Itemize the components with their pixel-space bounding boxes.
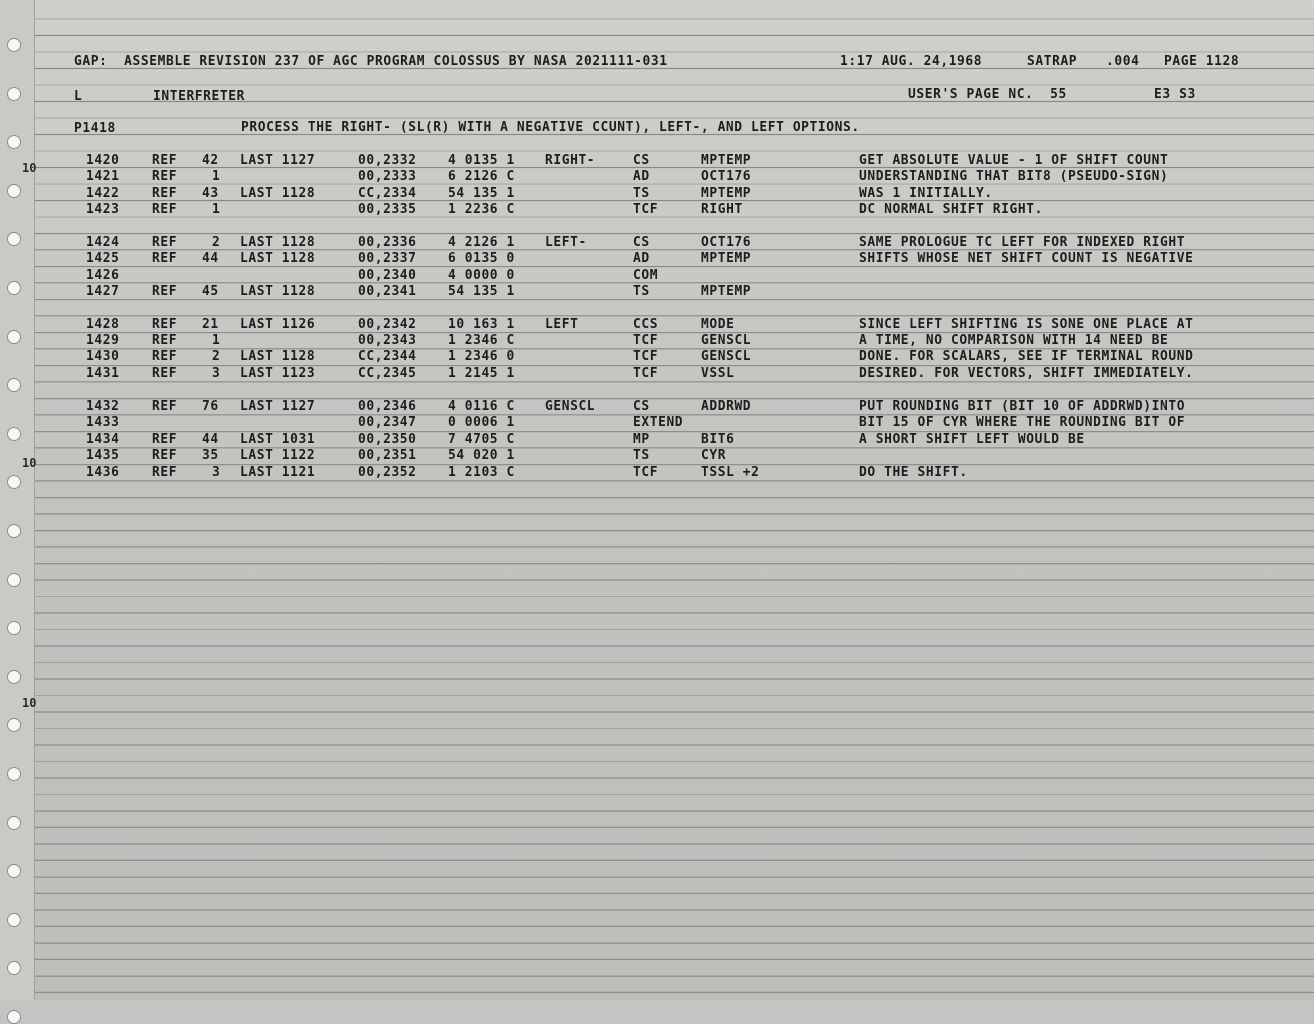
opcode: TCF (633, 366, 659, 381)
line-number: 1420 (86, 153, 120, 168)
comment: SAME PROLOGUE TC LEFT FOR INDEXED RIGHT (859, 235, 1186, 250)
octal-code: 1 2236 C (448, 202, 515, 217)
ref-count: 35 (202, 448, 219, 463)
feed-hole (7, 913, 21, 927)
line-number: 1429 (86, 333, 120, 348)
address: 00,2335 (358, 202, 417, 217)
opcode: TCF (633, 333, 659, 348)
line-number: 1431 (86, 366, 120, 381)
operand: TSSL +2 (701, 465, 760, 480)
line-number: 1430 (86, 349, 120, 364)
ref-count: 76 (202, 399, 219, 414)
feed-hole (7, 184, 21, 198)
opcode: COM (633, 268, 659, 283)
opcode: AD (633, 169, 650, 184)
feed-hole (7, 1010, 21, 1024)
address: 00,2352 (358, 465, 417, 480)
opcode: MP (633, 432, 650, 447)
feed-hole (7, 573, 21, 587)
operand: MPTEMP (701, 153, 752, 168)
last-ref: LAST 1123 (240, 366, 316, 381)
opcode: CS (633, 399, 650, 414)
address: 00,2337 (358, 251, 417, 266)
last-ref: LAST 1128 (240, 284, 316, 299)
symbol-label: RIGHT- (545, 153, 596, 168)
last-ref: LAST 1128 (240, 235, 316, 250)
opcode: TS (633, 448, 650, 463)
octal-code: 6 2126 C (448, 169, 515, 184)
feed-hole (7, 816, 21, 830)
header-timestamp: 1:17 AUG. 24,1968 (840, 54, 983, 69)
comment: DO THE SHIFT. (859, 465, 968, 480)
margin-mark: 10 (22, 456, 37, 470)
ref-keyword: REF (152, 284, 178, 299)
ref-keyword: REF (152, 399, 178, 414)
feed-hole (7, 427, 21, 441)
feed-hole (7, 38, 21, 52)
ref-count: 44 (202, 251, 219, 266)
address: 00,2342 (358, 317, 417, 332)
ref-count: 3 (212, 465, 221, 480)
symbol-label: GENSCL (545, 399, 596, 414)
last-ref: LAST 1126 (240, 317, 316, 332)
address: 00,2351 (358, 448, 417, 463)
operand: MPTEMP (701, 186, 752, 201)
ref-keyword: REF (152, 333, 178, 348)
feed-hole (7, 670, 21, 684)
octal-code: 1 2103 C (448, 465, 515, 480)
ref-keyword: REF (152, 317, 178, 332)
octal-code: 54 135 1 (448, 284, 515, 299)
ref-count: 3 (212, 366, 221, 381)
operand: GENSCL (701, 333, 752, 348)
last-ref: LAST 1127 (240, 399, 316, 414)
operand: BIT6 (701, 432, 735, 447)
ref-keyword: REF (152, 202, 178, 217)
comment: WAS 1 INITIALLY. (859, 186, 993, 201)
octal-code: 54 020 1 (448, 448, 515, 463)
ref-count: 2 (212, 349, 221, 364)
sheet-code: E3 S3 (1154, 87, 1196, 102)
comment: A TIME, NO COMPARISON WITH 14 NEED BE (859, 333, 1169, 348)
opcode: TCF (633, 349, 659, 364)
octal-code: 1 2346 0 (448, 349, 515, 364)
octal-code: 4 2126 1 (448, 235, 515, 250)
line-number: 1434 (86, 432, 120, 447)
ref-keyword: REF (152, 349, 178, 364)
comment: DONE. FOR SCALARS, SEE IF TERMINAL ROUND (859, 349, 1194, 364)
octal-code: 6 0135 0 (448, 251, 515, 266)
line-number: 1436 (86, 465, 120, 480)
address: 00,2341 (358, 284, 417, 299)
ref-count: 1 (212, 333, 221, 348)
line-number: 1428 (86, 317, 120, 332)
operand: CYR (701, 448, 727, 463)
ref-count: 45 (202, 284, 219, 299)
address: 00,2347 (358, 415, 417, 430)
last-ref: LAST 1122 (240, 448, 316, 463)
operand: ADDRWD (701, 399, 752, 414)
header-system: SATRAP (1027, 54, 1078, 69)
last-ref: LAST 1128 (240, 186, 316, 201)
opcode: TS (633, 284, 650, 299)
operand: OCT176 (701, 235, 752, 250)
ref-keyword: REF (152, 169, 178, 184)
line-number: 1422 (86, 186, 120, 201)
comment: BIT 15 OF CYR WHERE THE ROUNDING BIT OF (859, 415, 1186, 430)
page-label: P1418 (74, 121, 116, 136)
line-number: 1421 (86, 169, 120, 184)
line-number: 1425 (86, 251, 120, 266)
ref-keyword: REF (152, 448, 178, 463)
octal-code: 7 4705 C (448, 432, 515, 447)
address: 00,2333 (358, 169, 417, 184)
symbol-label: LEFT- (545, 235, 587, 250)
address: 00,2336 (358, 235, 417, 250)
address: CC,2344 (358, 349, 417, 364)
octal-code: 4 0000 0 (448, 268, 515, 283)
margin-mark: 10 (22, 696, 37, 710)
margin-mark: 10 (22, 161, 37, 175)
last-ref: LAST 1121 (240, 465, 316, 480)
last-ref: LAST 1128 (240, 251, 316, 266)
line-number: 1426 (86, 268, 120, 283)
operand: RIGHT (701, 202, 743, 217)
ref-keyword: REF (152, 432, 178, 447)
opcode: CCS (633, 317, 659, 332)
comment: PUT ROUNDING BIT (BIT 10 OF ADDRWD)INTO (859, 399, 1186, 414)
users-page: USER'S PAGE NC. 55 (908, 87, 1067, 102)
octal-code: 1 2346 C (448, 333, 515, 348)
line-number: 1435 (86, 448, 120, 463)
address: 00,2346 (358, 399, 417, 414)
operand: MPTEMP (701, 284, 752, 299)
line-number: 1427 (86, 284, 120, 299)
opcode: AD (633, 251, 650, 266)
octal-code: 4 0135 1 (448, 153, 515, 168)
opcode: TS (633, 186, 650, 201)
opcode: TCF (633, 465, 659, 480)
last-ref: LAST 1031 (240, 432, 316, 447)
operand: GENSCL (701, 349, 752, 364)
comment: GET ABSOLUTE VALUE - 1 OF SHIFT COUNT (859, 153, 1169, 168)
ref-count: 44 (202, 432, 219, 447)
address: 00,2340 (358, 268, 417, 283)
octal-code: 4 0116 C (448, 399, 515, 414)
header-gap-line: GAP: ASSEMBLE REVISION 237 OF AGC PROGRAM COLOSSUS BY NASA 2021111-031 (74, 54, 668, 69)
octal-code: 54 135 1 (448, 186, 515, 201)
octal-code: 10 163 1 (448, 317, 515, 332)
ref-keyword: REF (152, 235, 178, 250)
ref-count: 1 (212, 202, 221, 217)
comment: SINCE LEFT SHIFTING IS SONE ONE PLACE AT (859, 317, 1194, 332)
line-number: 1432 (86, 399, 120, 414)
line-number: 1423 (86, 202, 120, 217)
address: CC,2334 (358, 186, 417, 201)
ref-keyword: REF (152, 186, 178, 201)
octal-code: 0 0006 1 (448, 415, 515, 430)
address: 00,2332 (358, 153, 417, 168)
feed-hole (7, 767, 21, 781)
section-name: INTERFRETER (153, 89, 245, 104)
tractor-feed-strip (0, 0, 35, 1000)
feed-hole (7, 87, 21, 101)
address: 00,2350 (358, 432, 417, 447)
ref-count: 1 (212, 169, 221, 184)
operand: MPTEMP (701, 251, 752, 266)
comment: A SHORT SHIFT LEFT WOULD BE (859, 432, 1085, 447)
last-ref: LAST 1128 (240, 349, 316, 364)
opcode: CS (633, 235, 650, 250)
feed-hole (7, 524, 21, 538)
octal-code: 1 2145 1 (448, 366, 515, 381)
operand: MODE (701, 317, 735, 332)
last-ref: LAST 1127 (240, 153, 316, 168)
ref-keyword: REF (152, 366, 178, 381)
comment: DESIRED. FOR VECTORS, SHIFT IMMEDIATELY. (859, 366, 1194, 381)
feed-hole (7, 330, 21, 344)
operand: VSSL (701, 366, 735, 381)
ref-count: 43 (202, 186, 219, 201)
address: CC,2345 (358, 366, 417, 381)
comment: UNDERSTANDING THAT BIT8 (PSEUDO-SIGN) (859, 169, 1169, 184)
comment-title: PROCESS THE RIGHT- (SL(R) WITH A NEGATIVE CCUNT), LEFT-, AND LEFT OPTIONS. (241, 120, 860, 135)
opcode: TCF (633, 202, 659, 217)
line-number: 1433 (86, 415, 120, 430)
feed-hole (7, 281, 21, 295)
symbol-label: LEFT (545, 317, 579, 332)
comment: SHIFTS WHOSE NET SHIFT COUNT IS NEGATIVE (859, 251, 1194, 266)
ref-keyword: REF (152, 465, 178, 480)
ref-count: 42 (202, 153, 219, 168)
header-page: PAGE 1128 (1164, 54, 1240, 69)
header-code: .004 (1106, 54, 1140, 69)
address: 00,2343 (358, 333, 417, 348)
opcode: CS (633, 153, 650, 168)
ref-count: 2 (212, 235, 221, 250)
ref-keyword: REF (152, 153, 178, 168)
opcode: EXTEND (633, 415, 684, 430)
ref-count: 21 (202, 317, 219, 332)
section-letter: L (74, 89, 83, 104)
comment: DC NORMAL SHIFT RIGHT. (859, 202, 1043, 217)
ref-keyword: REF (152, 251, 178, 266)
line-number: 1424 (86, 235, 120, 250)
operand: OCT176 (701, 169, 752, 184)
